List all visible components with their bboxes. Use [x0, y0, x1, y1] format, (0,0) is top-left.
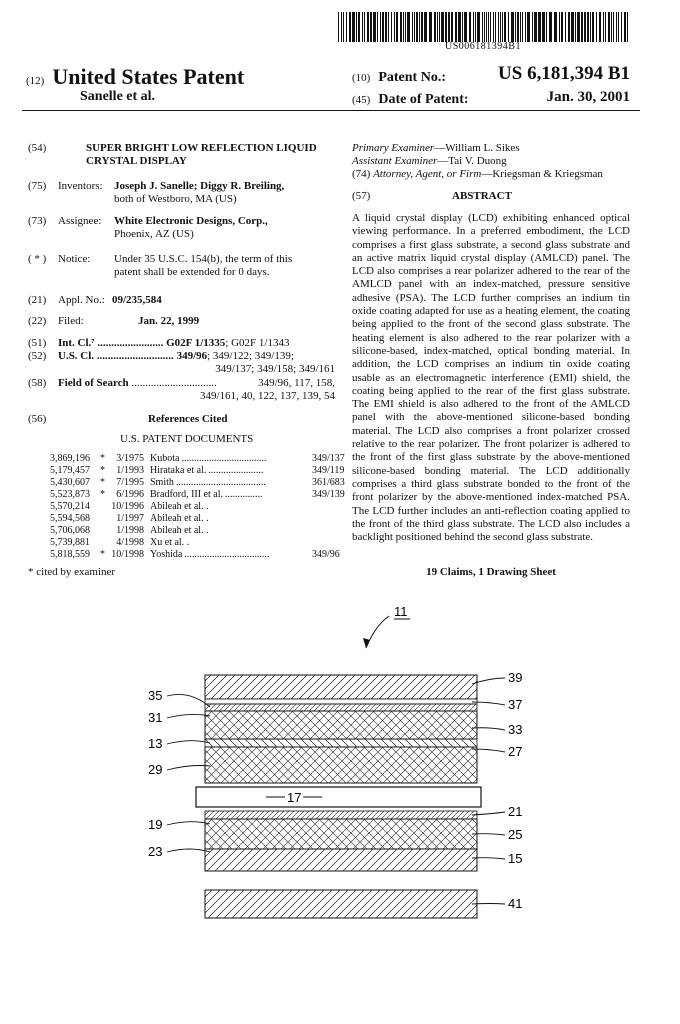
uscl-label: U.S. Cl. ............................	[58, 350, 174, 362]
code-10: (10)	[352, 72, 371, 84]
barcode-bar	[437, 12, 438, 42]
reference-name-group	[150, 537, 191, 549]
label-11: 11	[394, 604, 408, 619]
reference-dots: ..................................	[184, 549, 270, 560]
inventors-names: Joseph J. Sanelle; Diggy R. Breiling,	[114, 180, 285, 192]
abstract-text: A liquid crystal display (LCD) exhibiting enhanced optical viewing performance. In a preferred embodiment, the LCD comprises a first glass substrate, a second glass substrate and an active matrix liquid crystal display (AMLCD) panel. The LCD also comprises a rear polarizer adhered to the rear of the AMLCD panel with an index-matched, pressure sensitive adhesive (PSA). The LCD further comprises an indium tin oxide coating adapted for use as a heating element, the coating being applied to the front of the second glass substrate. The heating element is also adhered to the rear polarizer with a silicone-based, index-matched, optical bonding material. In addition, the LCD comprises an indium tin oxide coating usable as an electromagnetic interference (EMI) shield, the coating being applied to the rear of the first glass substrate. The EMI shield is also adhered to the front of the AMLCD panel with the above-mentioned silicone-based bonding material. The LCD also comprises a front polarizer crossed relative to the rear polarizer. The front polarizer is adhered to the front of the first glass substrate by the above-mentioned silicone-based bonding material. The LCD additionally comprises a third glass substrate bonded to the front of the front polarizer by the above-mentioned index-matched PSA. The LCD further includes an anti-reflection coating applied to the front of the third glass substrate. The LCD also includes a backlight positioned behind the second glass substrate.	[352, 212, 630, 544]
barcode-bar	[424, 12, 427, 42]
reference-num: 5,594,568	[50, 513, 90, 524]
code-12: (12)	[26, 75, 45, 87]
reference-name: Abileah et al. .	[150, 513, 209, 524]
reference-num: 5,818,559	[50, 549, 90, 560]
reference-name: Xu et al. .	[150, 537, 190, 548]
reference-star: *	[100, 477, 105, 488]
reference-date: 10/1996	[111, 501, 144, 512]
attorney	[352, 168, 603, 181]
label-25: 25	[508, 827, 523, 842]
notice-label: Notice:	[58, 253, 91, 265]
reference-date: 4/1998	[116, 537, 144, 548]
layer-29	[205, 747, 477, 783]
reference-num: 5,570,214	[50, 501, 90, 512]
barcode-bar	[421, 12, 423, 42]
barcode-bar	[508, 12, 509, 42]
date-row	[352, 90, 642, 108]
label-29: 29	[148, 762, 163, 777]
reference-name-group	[150, 453, 266, 465]
barcode-bar	[587, 12, 589, 42]
barcode-bar	[473, 12, 474, 42]
reference-star: *	[100, 549, 105, 560]
barcode-bar	[358, 12, 360, 42]
inventors-label: Inventors:	[58, 180, 103, 192]
reference-date: 1/1997	[116, 513, 144, 524]
uscl-rest: ; 349/122; 349/139;	[207, 350, 294, 362]
uscl-code: (52)	[28, 350, 47, 362]
label-23: 23	[148, 844, 163, 859]
barcode-bar	[493, 12, 494, 42]
label-39: 39	[508, 670, 523, 685]
reference-name: Yoshida	[150, 549, 183, 560]
leader-35	[167, 694, 210, 707]
layer-33	[205, 711, 477, 739]
barcode-bar	[599, 12, 601, 42]
barcode-bar	[382, 12, 384, 42]
barcode-bar	[448, 12, 450, 42]
reference-date: 6/1996	[116, 489, 144, 500]
layer-15	[205, 849, 477, 871]
primary-examiner	[352, 142, 520, 155]
patent-no-label: Patent No.:	[378, 70, 446, 85]
patent-date: Jan. 30, 2001	[546, 89, 630, 105]
reference-num: 5,179,457	[50, 465, 90, 476]
barcode-bar	[380, 12, 381, 42]
label-13: 13	[148, 736, 163, 751]
barcode-bar	[475, 12, 476, 42]
reference-name-group	[150, 513, 211, 525]
barcode-bar	[520, 12, 521, 42]
barcode-bar	[538, 12, 541, 42]
barcode-bar	[464, 12, 467, 42]
attorney-label: Attorney, Agent, or Firm	[373, 168, 482, 180]
appl-number: 09/235,584	[112, 294, 162, 306]
reference-cls: 349/96	[312, 549, 340, 560]
search-line2: 349/161, 40, 122, 137, 139, 54	[199, 390, 335, 402]
barcode-bar	[362, 12, 363, 42]
reference-name: Abileah et al. .	[150, 501, 209, 512]
barcode-bar	[343, 12, 344, 42]
reference-dots: ....................................	[175, 477, 266, 488]
barcode-bar	[616, 12, 617, 42]
label-31: 31	[148, 710, 163, 725]
barcode-bar	[356, 12, 357, 42]
barcode-bar	[515, 12, 516, 42]
barcode-bar	[352, 12, 355, 42]
leader-41	[472, 904, 505, 905]
barcode-bar	[603, 12, 604, 42]
barcode-bar	[596, 12, 597, 42]
barcode-bar	[542, 12, 545, 42]
barcode-bar	[611, 12, 612, 42]
patent-drawing	[0, 590, 680, 920]
barcode-bar	[388, 12, 389, 42]
cited-note: * cited by examiner	[28, 566, 116, 578]
uscl-line2: 349/137; 349/158; 349/161	[215, 363, 335, 375]
barcode-bar	[627, 12, 628, 42]
leader-31	[167, 714, 210, 718]
layer-25	[205, 819, 477, 849]
label-41: 41	[508, 896, 523, 911]
header-left	[26, 64, 244, 90]
inventors-code: (75)	[28, 180, 47, 192]
reference-name-group	[150, 525, 211, 537]
invention-title-line1: SUPER BRIGHT LOW REFLECTION LIQUID	[86, 142, 317, 154]
label-11-arrowhead	[363, 638, 370, 648]
search-code: (58)	[28, 377, 47, 389]
reference-dots: ...............	[225, 489, 263, 500]
assignee-code: (73)	[28, 215, 47, 227]
barcode-bar	[517, 12, 519, 42]
label-19: 19	[148, 817, 163, 832]
appl-label: Appl. No.:	[58, 294, 105, 306]
abstract-code: (57)	[352, 190, 371, 202]
barcode-bar	[445, 12, 447, 42]
reference-date: 10/1998	[111, 549, 144, 560]
reference-star: *	[100, 453, 105, 464]
barcode-bar	[577, 12, 580, 42]
reference-num: 3,869,196	[50, 453, 90, 464]
refs-code: (56)	[28, 413, 47, 425]
barcode-bar	[462, 12, 463, 42]
notice-line2: patent shall be extended for 0 days.	[114, 266, 270, 279]
primary-examiner-name: —William L. Sikes	[434, 142, 520, 154]
barcode-bar	[458, 12, 461, 42]
reference-star: *	[100, 489, 105, 500]
reference-name: Abileah et al. .	[150, 525, 209, 536]
barcode	[338, 12, 628, 42]
barcode-bar	[416, 12, 418, 42]
notice-line1: Under 35 U.S.C. 154(b), the term of this	[114, 253, 293, 265]
reference-cls: 349/139	[312, 489, 345, 500]
title-code: (54)	[28, 142, 47, 154]
intcl-rest: ; G02F 1/1343	[225, 337, 290, 349]
barcode-bar	[385, 12, 387, 42]
label-35: 35	[148, 688, 163, 703]
barcode-bar	[429, 12, 432, 42]
label-17: 17	[287, 790, 302, 805]
barcode-bar	[394, 12, 395, 42]
filed-code: (22)	[28, 315, 47, 327]
layer-37	[205, 699, 477, 704]
reference-date: 1/1993	[116, 465, 144, 476]
assignee-location: Phoenix, AZ (US)	[114, 228, 194, 241]
filed-date: Jan. 22, 1999	[138, 315, 200, 327]
barcode-bar	[391, 12, 392, 42]
barcode-bar	[412, 12, 413, 42]
abstract-title: ABSTRACT	[452, 190, 512, 202]
intcl-label: Int. Cl.⁷ ........................	[58, 337, 164, 349]
barcode-bar	[618, 12, 619, 42]
barcode-bar	[590, 12, 591, 42]
reference-dots: ..................................	[181, 453, 267, 464]
barcode-bar	[419, 12, 420, 42]
attorney-name: —Kriegsman & Kriegsman	[481, 168, 603, 180]
assignee-label: Assignee:	[58, 215, 102, 227]
barcode-bar	[605, 12, 606, 42]
label-21: 21	[508, 804, 523, 819]
layer-39	[205, 675, 477, 699]
reference-num: 5,706,068	[50, 525, 90, 536]
barcode-bar	[621, 12, 622, 42]
barcode-bar	[581, 12, 583, 42]
refs-subtitle: U.S. PATENT DOCUMENTS	[120, 433, 254, 445]
header-divider	[22, 110, 640, 111]
document-title: United States Patent	[52, 64, 245, 89]
notice-code: ( * )	[28, 253, 47, 265]
barcode-bar	[584, 12, 586, 42]
barcode-bar	[407, 12, 410, 42]
filed-label: Filed:	[58, 315, 84, 327]
backlight-41	[205, 890, 477, 918]
layer-13	[205, 739, 477, 747]
barcode-bar	[546, 12, 547, 42]
barcode-bar	[500, 12, 501, 42]
code-45: (45)	[352, 94, 371, 106]
reference-date: 7/1995	[116, 477, 144, 488]
reference-star: *	[100, 465, 105, 476]
reference-date: 3/1975	[116, 453, 144, 464]
barcode-bar	[403, 12, 404, 42]
reference-cls: 349/119	[312, 465, 345, 476]
reference-name: Smith	[150, 477, 174, 488]
barcode-bar	[559, 12, 560, 42]
barcode-bar	[367, 12, 369, 42]
reference-num: 5,739,881	[50, 537, 90, 548]
appl-code: (21)	[28, 294, 47, 306]
barcode-bar	[554, 12, 557, 42]
barcode-bar	[346, 12, 347, 42]
label-15: 15	[508, 851, 523, 866]
barcode-bar	[534, 12, 537, 42]
inventors-short: Sanelle et al.	[80, 89, 156, 104]
reference-name-group	[150, 549, 269, 561]
barcode-bar	[498, 12, 499, 42]
reference-name: Bradford, III et al.	[150, 489, 224, 500]
barcode-bar	[502, 12, 503, 42]
search-dots: ...............................	[131, 377, 217, 389]
barcode-bar	[532, 12, 533, 42]
barcode-bar	[396, 12, 398, 42]
barcode-bar	[370, 12, 372, 42]
barcode-bar	[592, 12, 594, 42]
invention-title-line2: CRYSTAL DISPLAY	[86, 155, 187, 168]
uscl-main: 349/96	[176, 350, 208, 362]
reference-cls: 361/683	[312, 477, 345, 488]
barcode-bar	[613, 12, 614, 42]
intcl-main: G02F 1/1335	[166, 337, 226, 349]
barcode-bar	[469, 12, 471, 42]
panel-17	[196, 787, 481, 807]
barcode-bar	[549, 12, 552, 42]
assistant-examiner-name: —Tai V. Duong	[437, 155, 507, 167]
reference-name-group	[150, 465, 263, 477]
barcode-bar	[439, 12, 440, 42]
patent-number: US 6,181,394 B1	[498, 63, 630, 84]
label-37: 37	[508, 697, 523, 712]
barcode-bar	[441, 12, 444, 42]
barcode-bar	[624, 12, 626, 42]
reference-date: 1/1998	[116, 525, 144, 536]
barcode-number: US006181394B1	[445, 41, 521, 52]
barcode-bar	[522, 12, 523, 42]
barcode-bar	[373, 12, 376, 42]
date-label: Date of Patent:	[378, 92, 469, 107]
reference-name-group	[150, 489, 263, 501]
reference-name-group	[150, 501, 211, 513]
barcode-bar	[568, 12, 570, 42]
barcode-bar	[527, 12, 530, 42]
barcode-bar	[482, 12, 483, 42]
barcode-bar	[490, 12, 491, 42]
barcode-bar	[377, 12, 378, 42]
intcl-code: (51)	[28, 337, 47, 349]
layer-35	[205, 704, 477, 711]
primary-examiner-label: Primary Examiner	[352, 142, 435, 154]
reference-num: 5,523,873	[50, 489, 90, 500]
barcode-bar	[561, 12, 563, 42]
barcode-bar	[495, 12, 496, 42]
barcode-bar	[338, 12, 339, 42]
barcode-bar	[511, 12, 514, 42]
leader-13	[167, 741, 210, 744]
reference-dots: ......................	[208, 465, 264, 476]
label-33: 33	[508, 722, 523, 737]
barcode-bar	[477, 12, 480, 42]
barcode-bar	[341, 12, 342, 42]
leader-23	[167, 849, 210, 852]
barcode-bar	[451, 12, 453, 42]
attorney-code: (74)	[352, 168, 371, 180]
leader-29	[167, 766, 210, 771]
barcode-bar	[525, 12, 526, 42]
inventors-location: both of Westboro, MA (US)	[114, 193, 237, 206]
barcode-bar	[504, 12, 506, 42]
reference-name-group	[150, 477, 266, 489]
barcode-bar	[364, 12, 365, 42]
barcode-bar	[484, 12, 485, 42]
reference-name: Hirataka et al.	[150, 465, 207, 476]
barcode-bar	[434, 12, 436, 42]
barcode-bar	[488, 12, 489, 42]
reference-cls: 349/137	[312, 453, 345, 464]
reference-num: 5,430,607	[50, 477, 90, 488]
search-line1: 349/96, 117, 158,	[258, 377, 335, 389]
barcode-bar	[349, 12, 351, 42]
barcode-bar	[405, 12, 406, 42]
barcode-bar	[571, 12, 574, 42]
barcode-bar	[575, 12, 576, 42]
barcode-bar	[414, 12, 415, 42]
barcode-bar	[486, 12, 487, 42]
reference-name: Kubota	[150, 453, 180, 464]
label-27: 27	[508, 744, 523, 759]
barcode-bar	[608, 12, 610, 42]
leader-19	[167, 822, 210, 825]
refs-title: References Cited	[148, 413, 228, 425]
claims-summary: 19 Claims, 1 Drawing Sheet	[426, 566, 556, 578]
barcode-bar	[565, 12, 566, 42]
patent-number-row	[352, 63, 642, 86]
search-label: Field of Search	[58, 377, 129, 389]
assistant-examiner-label: Assistant Examiner	[352, 155, 438, 167]
barcode-bar	[400, 12, 402, 42]
barcode-bar	[455, 12, 457, 42]
layer-21	[205, 811, 477, 819]
invention-title	[86, 142, 346, 168]
label-11-arrow	[366, 616, 389, 648]
assignee-name: White Electronic Designs, Corp.,	[114, 215, 268, 227]
assistant-examiner	[352, 155, 507, 168]
